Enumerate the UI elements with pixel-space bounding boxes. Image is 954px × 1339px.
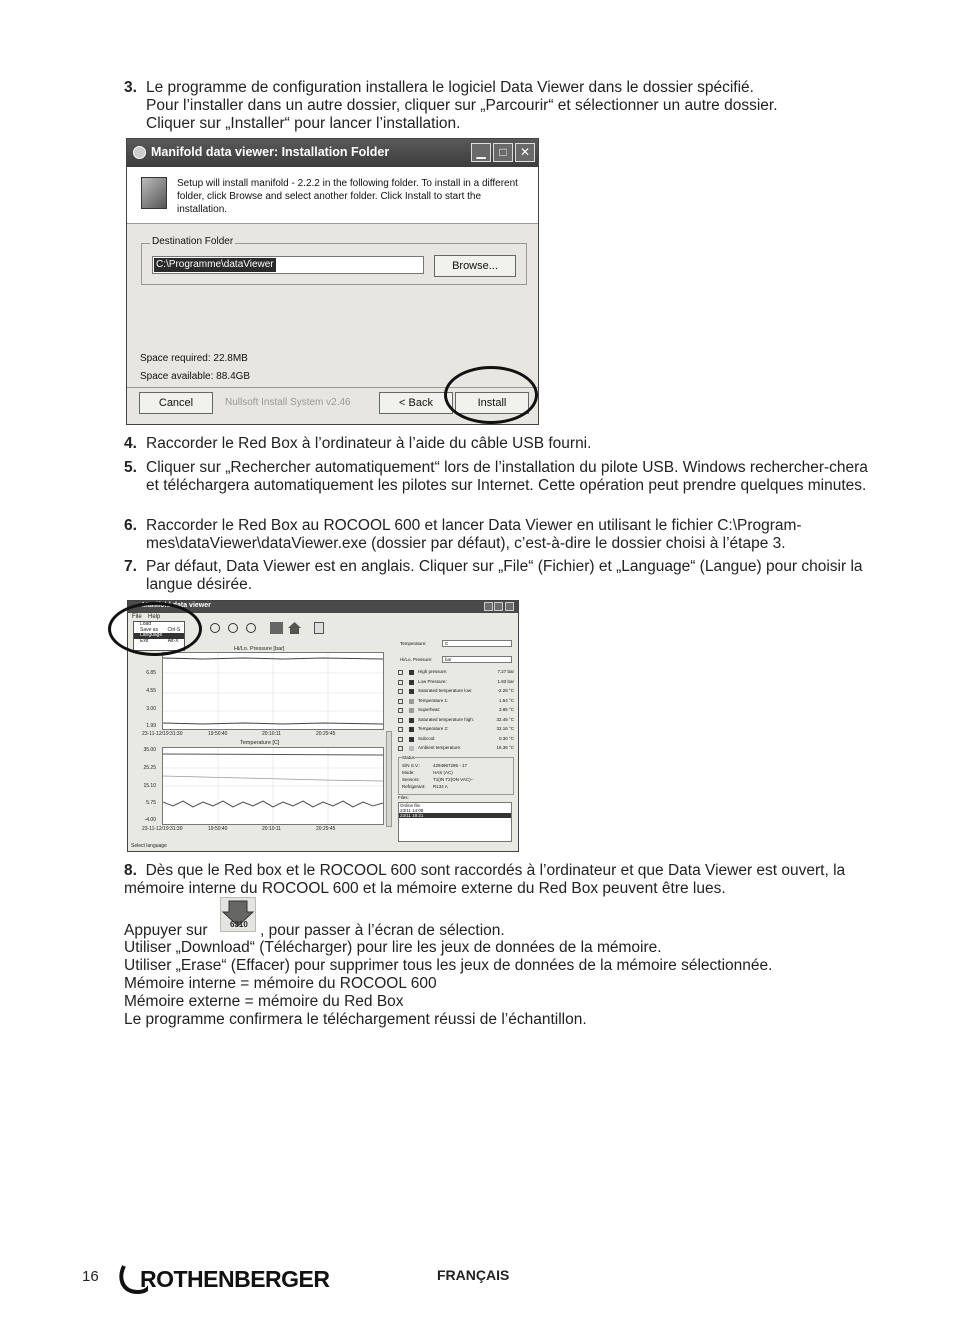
- install-button[interactable]: Install: [455, 392, 529, 414]
- back-button[interactable]: < Back: [379, 392, 453, 414]
- chart2-xtick: 20:10:11: [262, 826, 282, 832]
- menu-item-save-as-label: Save as: [140, 626, 159, 633]
- step-3: [124, 79, 869, 133]
- chart1-ytick: 6.85: [146, 670, 156, 676]
- step-6-text: Raccorder le Red Box au ROCOOL 600 et lancer Data Viewer en utilisant le fichier C:\Program-mes\dataViewer\dataViewer.exe (dossier par défaut), c’est-à-dire le dossier choisi à l’étape 3.: [146, 517, 802, 552]
- logo-wordmark: ROTHENBERGER: [140, 1266, 330, 1292]
- value-reading: 3.85 °C: [498, 707, 514, 712]
- value-reading: 1.54 °C: [498, 698, 514, 703]
- minimize-icon[interactable]: ▁: [471, 143, 491, 162]
- menu-file[interactable]: File: [132, 614, 142, 620]
- step-3-line-2: Pour l’installer dans un autre dossier, cliquer sur „Parcourir“ et sélectionner un autre dossier.: [146, 97, 778, 114]
- pressure-unit-select[interactable]: bar: [442, 656, 512, 663]
- value-row[interactable]: [398, 707, 514, 715]
- value-row[interactable]: [398, 717, 514, 725]
- menu-item-language[interactable]: Language: [134, 633, 184, 639]
- step-number: 7.: [124, 558, 137, 575]
- zoom-out-icon[interactable]: [246, 623, 256, 633]
- step-8-text: [124, 862, 845, 897]
- status-value: R134 A: [433, 784, 448, 789]
- temperature-unit-label: Temperature:: [400, 641, 427, 646]
- chart2-ytick: -4.00: [144, 817, 156, 823]
- destination-path-input[interactable]: [152, 256, 424, 274]
- step-4: [124, 435, 869, 453]
- value-row[interactable]: [398, 679, 514, 687]
- chart1-ytick: 3.00: [146, 706, 156, 712]
- dialog-description: Setup will install manifold - 2.2.2 in the following folder. To install in a different folder, click Browse and select another folder. Click Install to start the installation.: [177, 178, 518, 215]
- value-reading: 7.27 bar: [497, 669, 514, 674]
- status-key: Refrigerant:: [402, 784, 426, 789]
- step-4-text: Raccorder le Red Box à l’ordinateur à l’aide du câble USB fourni.: [146, 435, 592, 452]
- file-item[interactable]: 23/11 19:31: [399, 813, 511, 818]
- step-5-text: Cliquer sur „Rechercher automatiquement“ lors de l’installation du pilote USB. Windows rechercher-chera et téléchargera automatiquement les pilotes sur Internet. Cette opération peut prendre quelques minutes.: [146, 459, 868, 494]
- maximize-icon[interactable]: [494, 602, 503, 611]
- chart1-xtick: 20:10:11: [262, 731, 282, 737]
- status-key: Mode:: [402, 770, 415, 775]
- step-number: 8.: [124, 862, 137, 879]
- temperature-chart: [162, 747, 384, 825]
- value-row[interactable]: [398, 688, 514, 696]
- space-available: Space available: 88.4GB: [140, 371, 251, 382]
- value-reading: 0.30 °C: [498, 736, 514, 741]
- pressure-unit-label: Hi/Lo. Pressure:: [400, 657, 433, 662]
- step-3-line-3: Cliquer sur „Installer“ pour lancer l’installation.: [146, 115, 461, 132]
- download-button-icon: [220, 897, 256, 932]
- value-name: Saturated temperature high:: [418, 717, 475, 722]
- step-8: [124, 862, 869, 898]
- menu-help[interactable]: Help: [148, 614, 161, 620]
- chart2-xtick: 20:29:45: [316, 826, 336, 832]
- value-row[interactable]: [398, 698, 514, 706]
- download-icon-label: 6310: [230, 920, 248, 929]
- status-key: Sensors:: [402, 777, 420, 782]
- file-menu-highlight-circle: [108, 602, 202, 656]
- value-row[interactable]: [398, 726, 514, 734]
- note-line: Utiliser „Erase“ (Effacer) pour supprimer tous les jeux de données de la mémoire sélectionnée.: [124, 957, 773, 974]
- temperature-high-line: [163, 754, 383, 755]
- files-list: [398, 802, 512, 842]
- note-line: Le programme confirmera le téléchargement réussi de l’échantillon.: [124, 1011, 587, 1028]
- press-instruction-before: Appuyer sur: [124, 922, 208, 939]
- destination-folder-group: [141, 236, 527, 285]
- value-name: Ambient temperature:: [418, 745, 462, 750]
- value-reading: 1.83 bar: [497, 679, 514, 684]
- browse-button[interactable]: Browse...: [434, 255, 516, 277]
- status-group: [398, 757, 514, 795]
- destination-folder-label: Destination Folder: [152, 236, 234, 247]
- chart2-ytick: 25.25: [143, 765, 156, 771]
- install-highlight-circle: [444, 366, 538, 424]
- step-7-text: Par défaut, Data Viewer est en anglais. Cliquer sur „File“ (Fichier) et „Language“ (Langue) pour choisir la langue désirée.: [146, 558, 863, 593]
- value-reading: -2.28 °C: [497, 688, 514, 693]
- value-reading: 16.36 °C: [496, 745, 514, 750]
- status-value: 4294967295 - 17: [433, 763, 468, 768]
- step-5: [124, 459, 869, 495]
- cancel-button[interactable]: Cancel: [139, 392, 213, 414]
- nsis-version: Nullsoft Install System v2.46: [225, 397, 351, 408]
- chart2-ytick: 35.00: [143, 747, 156, 753]
- value-row[interactable]: [398, 736, 514, 744]
- status-value: T1(IN T2(ON VAC)--: [433, 777, 474, 782]
- space-required: Space required: 22.8MB: [140, 353, 248, 364]
- destination-path-value: C:\Programme\dataViewer: [156, 259, 274, 270]
- chart2-ytick: 5.75: [146, 800, 156, 806]
- dialog-title-bar: [127, 139, 538, 167]
- maximize-icon[interactable]: □: [493, 143, 513, 162]
- close-icon[interactable]: [505, 602, 514, 611]
- value-reading: 32.46 °C: [496, 717, 514, 722]
- viewer-title: Manifold data viewer: [142, 602, 211, 609]
- chart2-xtick: 23-11-12/19:31:30: [142, 826, 183, 832]
- value-name: Subcool:: [418, 736, 436, 741]
- value-reading: 32.16 °C: [496, 726, 514, 731]
- document-icon[interactable]: [314, 622, 324, 634]
- rothenberger-logo: [118, 1262, 350, 1296]
- status-key: S/N S.V.:: [402, 763, 421, 768]
- chart1-title: Hi/Lo. Pressure [bar]: [234, 646, 285, 652]
- note-line: Utiliser „Download“ (Télécharger) pour lire les jeux de données de la mémoire.: [124, 939, 662, 956]
- file-item[interactable]: 23/11 14:08: [400, 808, 424, 813]
- shortcut-save: Ctrl-S: [167, 626, 181, 633]
- chart1-xtick: 19:50:40: [208, 731, 228, 737]
- value-name: High pressure:: [418, 669, 448, 674]
- chart1-xtick: 23-11-12/19:31:30: [142, 731, 183, 737]
- step-number: 3.: [124, 79, 137, 96]
- installer-icon: [133, 146, 146, 159]
- value-name: Low Pressure:: [418, 679, 447, 684]
- value-row[interactable]: [398, 669, 514, 677]
- notes-block: [124, 939, 869, 1029]
- status-value: HAS (AC): [433, 770, 453, 775]
- file-item[interactable]: Online file: [400, 803, 421, 808]
- viewer-statusbar: Select language: [131, 843, 167, 849]
- value-name: Temperature 2:: [418, 726, 449, 731]
- menu-item-exit-label: Exit: [140, 637, 149, 644]
- zoom-in-icon[interactable]: [228, 623, 238, 633]
- value-row[interactable]: [398, 745, 514, 753]
- package-icon: [141, 177, 167, 209]
- step-3-line-1: Le programme de configuration installera le logiciel Data Viewer dans le dossier spécifié.: [146, 79, 754, 96]
- temperature-unit-select[interactable]: C: [442, 640, 512, 647]
- zoom-icon[interactable]: [210, 623, 220, 633]
- minimize-icon[interactable]: [484, 602, 493, 611]
- chart-scrollbar[interactable]: [386, 731, 392, 827]
- chart1-ytick: 4.55: [146, 688, 156, 694]
- step-number: 6.: [124, 517, 137, 534]
- press-instruction-after: , pour passer à l’écran de sélection.: [260, 922, 505, 939]
- chart1-xtick: 20:29:45: [316, 731, 336, 737]
- page-number: 16: [82, 1268, 99, 1285]
- pressure-chart: [162, 652, 384, 730]
- note-line: Mémoire interne = mémoire du ROCOOL 600: [124, 975, 437, 992]
- step-8-body: Dès que le Red box et le ROCOOL 600 sont raccordés à l’ordinateur et que Data Viewer est ouvert, la mémoire interne du ROCOOL 600 et la mémoire externe du Red Box peuvent être lues.: [124, 862, 846, 897]
- download-icon[interactable]: [270, 622, 283, 634]
- dialog-title: Manifold data viewer: Installation Folder: [151, 145, 390, 159]
- chart1-ytick: 1.99: [146, 723, 156, 729]
- chart2-title: Temperature [C]: [240, 740, 280, 746]
- note-line: Mémoire externe = mémoire du Red Box: [124, 993, 404, 1010]
- step-6: [124, 517, 869, 553]
- chart2-xtick: 19:50:40: [208, 826, 228, 832]
- shortcut-exit: Alt-X: [167, 637, 179, 644]
- dialog-header: [127, 167, 538, 224]
- step-number: 4.: [124, 435, 137, 452]
- menu-item-load[interactable]: Load: [140, 621, 152, 627]
- home-icon[interactable]: [288, 622, 301, 634]
- step-number: 5.: [124, 459, 137, 476]
- value-name: Saturated temperature low:: [418, 688, 473, 693]
- files-label: Files:: [398, 795, 409, 800]
- value-name: Superheat:: [418, 707, 441, 712]
- values-panel: [396, 637, 514, 849]
- value-name: Temperature 1:: [418, 698, 449, 703]
- status-label: Status: [402, 755, 415, 760]
- chart2-ytick: 15.10: [143, 783, 156, 789]
- language-label: FRANÇAIS: [437, 1267, 510, 1283]
- close-icon[interactable]: ✕: [515, 143, 535, 162]
- step-7: [124, 558, 869, 594]
